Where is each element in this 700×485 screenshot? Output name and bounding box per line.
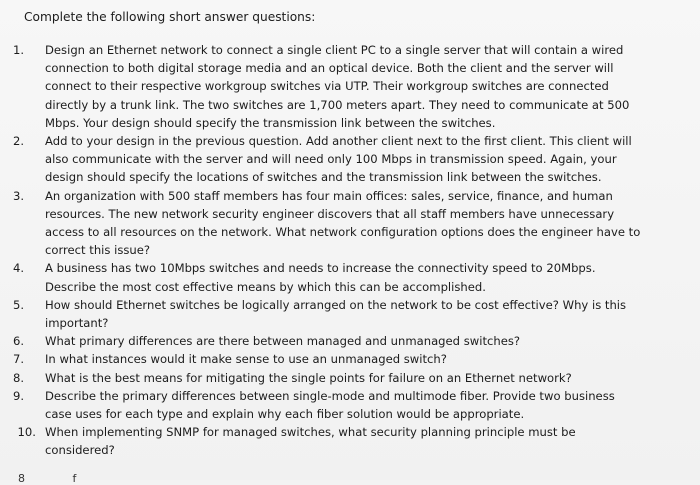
question-number: 9. xyxy=(12,388,24,403)
question-item xyxy=(0,41,645,132)
question-item xyxy=(0,332,645,350)
question-number: 6. xyxy=(12,334,24,349)
question-item xyxy=(0,387,645,423)
question-text: Design an Ethernet network to connect a single client PC to a single server that will contain a wired connection to both digital storage media and an optical device. Both the client and the server will connect to their respective workgroup switches via UTP. Their workgroup switches are connected directly by a trunk link. The two switches are 1,700 meters apart. They need to communicate at 500 Mbps. Your design should specify the transmission link between the switches. xyxy=(45,43,630,130)
page-title: Complete the following short answer questions: xyxy=(24,10,316,24)
question-text: When implementing SNMP for managed switches, what security planning principle must be considered? xyxy=(45,425,576,458)
question-number: 2. xyxy=(12,134,24,149)
question-number: 5. xyxy=(12,297,24,312)
question-item xyxy=(0,296,645,332)
question-list xyxy=(0,41,645,460)
question-text: How should Ethernet switches be logically arranged on the network to be cost effective? Why is this important? xyxy=(45,297,627,331)
question-item xyxy=(0,187,645,260)
question-text: A business has two 10Mbps switches and needs to increase the connectivity speed to 20Mbps. Describe the most cost effective means by which this can be accomplished. xyxy=(45,261,596,294)
question-text: Add to your design in the previous question. Add another client next to the first client. This client will also communicate with the server and will need only 100 Mbps in transmission speed. Again, your design should specify the locations of switches and the transmission link between the switches. xyxy=(45,134,632,185)
question-item xyxy=(0,132,645,187)
question-number: 8. xyxy=(12,370,24,385)
question-number: 4. xyxy=(12,261,24,276)
question-item xyxy=(0,259,645,295)
question-text: What is the best means for mitigating the single points for failure on an Ethernet network? xyxy=(45,370,572,385)
question-item xyxy=(0,369,645,387)
question-number: 3. xyxy=(12,188,24,203)
cutoff-line-fragment: 8 f xyxy=(18,472,99,485)
question-text: An organization with 500 staff members has four main offices: sales, service, finance, and human resources. The new network security engineer discovers that all staff members have unnecessary access to all resources on the network. What network configuration options does the engineer have to correct this issue? xyxy=(45,188,641,258)
question-text: What primary differences are there between managed and unmanaged switches? xyxy=(45,334,521,349)
question-number: 10. xyxy=(17,425,36,440)
question-text: Describe the primary differences between single-mode and multimode fiber. Provide two business case uses for each type and explain why each fiber solution would be appropriate. xyxy=(45,388,615,422)
question-item xyxy=(0,350,645,368)
question-number: 7. xyxy=(12,352,24,367)
question-text: In what instances would it make sense to use an unmanaged switch? xyxy=(45,352,447,367)
question-number: 1. xyxy=(12,43,24,57)
question-item xyxy=(0,423,645,459)
